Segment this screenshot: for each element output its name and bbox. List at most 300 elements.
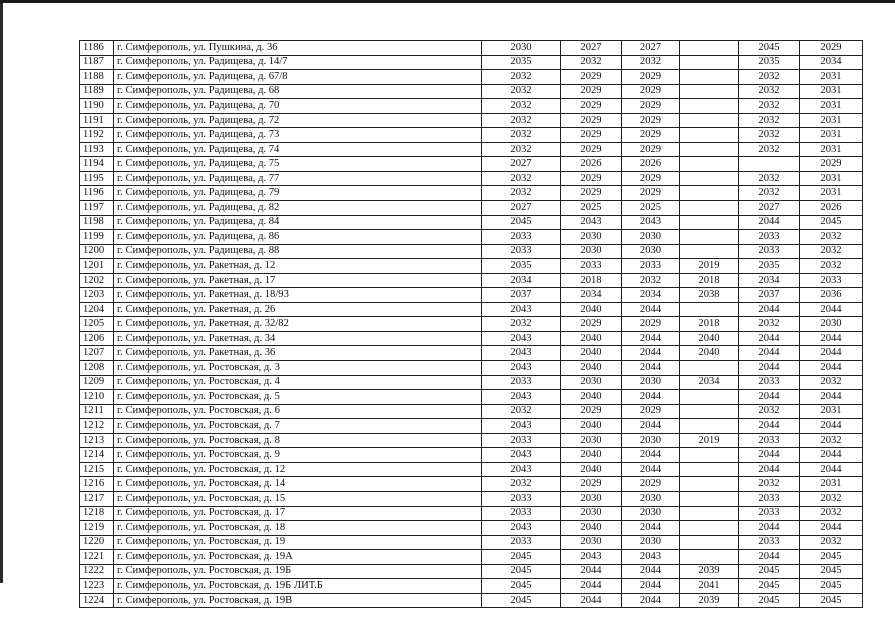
table-row — [80, 259, 863, 274]
year-col-4-cell — [680, 142, 739, 157]
year-col-5-cell: 2033 — [739, 535, 800, 550]
table-row — [80, 346, 863, 361]
year-col-1-cell: 2043 — [482, 419, 561, 434]
year-col-6-cell: 2032 — [800, 535, 863, 550]
year-col-2-cell: 2040 — [561, 419, 622, 434]
year-col-4-cell: 2040 — [680, 346, 739, 361]
year-col-3-cell: 2029 — [622, 142, 680, 157]
year-col-3-cell: 2032 — [622, 55, 680, 70]
year-col-4-cell: 2019 — [680, 433, 739, 448]
year-col-1-cell: 2033 — [482, 491, 561, 506]
year-col-6-cell: 2031 — [800, 128, 863, 143]
year-col-1-cell: 2043 — [482, 361, 561, 376]
year-col-4-cell — [680, 491, 739, 506]
year-col-6-cell: 2045 — [800, 593, 863, 608]
year-col-5-cell: 2032 — [739, 317, 800, 332]
row-number-cell: 1214 — [80, 448, 114, 463]
year-col-3-cell: 2025 — [622, 201, 680, 216]
address-cell: г. Симферополь, ул. Радищева, д. 77 — [114, 171, 482, 186]
table-row — [80, 157, 863, 172]
year-col-3-cell: 2027 — [622, 41, 680, 56]
year-col-6-cell: 2031 — [800, 113, 863, 128]
year-col-4-cell — [680, 404, 739, 419]
table-row — [80, 84, 863, 99]
year-col-4-cell — [680, 128, 739, 143]
year-col-1-cell: 2033 — [482, 433, 561, 448]
year-col-6-cell: 2026 — [800, 201, 863, 216]
address-cell: г. Симферополь, ул. Ростовская, д. 5 — [114, 390, 482, 405]
year-col-4-cell — [680, 535, 739, 550]
year-col-2-cell: 2029 — [561, 317, 622, 332]
year-col-3-cell: 2043 — [622, 550, 680, 565]
year-col-1-cell: 2037 — [482, 288, 561, 303]
year-col-4-cell: 2018 — [680, 317, 739, 332]
year-col-6-cell: 2045 — [800, 215, 863, 230]
year-col-6-cell: 2045 — [800, 564, 863, 579]
year-col-3-cell: 2029 — [622, 404, 680, 419]
table-row — [80, 535, 863, 550]
year-col-4-cell — [680, 201, 739, 216]
row-number-cell: 1216 — [80, 477, 114, 492]
table-row — [80, 331, 863, 346]
year-col-3-cell: 2030 — [622, 244, 680, 259]
year-col-6-cell: 2032 — [800, 244, 863, 259]
year-col-6-cell: 2031 — [800, 70, 863, 85]
address-cell: г. Симферополь, ул. Пушкина, д. 36 — [114, 41, 482, 56]
year-col-3-cell: 2044 — [622, 390, 680, 405]
year-col-5-cell: 2044 — [739, 331, 800, 346]
year-col-2-cell: 2044 — [561, 593, 622, 608]
table-row — [80, 462, 863, 477]
address-cell: г. Симферополь, ул. Ростовская, д. 19Б ЛИТ.Б — [114, 579, 482, 594]
year-col-4-cell — [680, 113, 739, 128]
year-col-4-cell — [680, 506, 739, 521]
year-col-1-cell: 2043 — [482, 448, 561, 463]
row-number-cell: 1194 — [80, 157, 114, 172]
address-cell: г. Симферополь, ул. Радищева, д. 14/7 — [114, 55, 482, 70]
address-cell: г. Симферополь, ул. Ростовская, д. 19А — [114, 550, 482, 565]
row-number-cell: 1206 — [80, 331, 114, 346]
housing-registry-table — [79, 40, 863, 608]
row-number-cell: 1193 — [80, 142, 114, 157]
year-col-3-cell: 2029 — [622, 99, 680, 114]
table-row — [80, 302, 863, 317]
address-cell: г. Симферополь, ул. Ростовская, д. 4 — [114, 375, 482, 390]
address-cell: г. Симферополь, ул. Радищева, д. 67/8 — [114, 70, 482, 85]
year-col-5-cell: 2045 — [739, 579, 800, 594]
table-row — [80, 99, 863, 114]
year-col-6-cell: 2044 — [800, 419, 863, 434]
year-col-6-cell: 2031 — [800, 99, 863, 114]
year-col-1-cell: 2045 — [482, 593, 561, 608]
year-col-1-cell: 2033 — [482, 375, 561, 390]
year-col-4-cell — [680, 41, 739, 56]
address-cell: г. Симферополь, ул. Радищева, д. 84 — [114, 215, 482, 230]
year-col-4-cell — [680, 171, 739, 186]
year-col-5-cell: 2045 — [739, 564, 800, 579]
year-col-6-cell: 2044 — [800, 390, 863, 405]
year-col-3-cell: 2030 — [622, 375, 680, 390]
year-col-4-cell — [680, 302, 739, 317]
row-number-cell: 1222 — [80, 564, 114, 579]
year-col-3-cell: 2044 — [622, 302, 680, 317]
year-col-5-cell: 2032 — [739, 84, 800, 99]
year-col-3-cell: 2029 — [622, 113, 680, 128]
row-number-cell: 1187 — [80, 55, 114, 70]
year-col-1-cell: 2043 — [482, 521, 561, 536]
year-col-2-cell: 2040 — [561, 361, 622, 376]
year-col-2-cell: 2030 — [561, 244, 622, 259]
year-col-6-cell: 2032 — [800, 491, 863, 506]
year-col-2-cell: 2030 — [561, 491, 622, 506]
year-col-5-cell: 2032 — [739, 128, 800, 143]
address-cell: г. Симферополь, ул. Ростовская, д. 12 — [114, 462, 482, 477]
address-cell: г. Симферополь, ул. Ростовская, д. 15 — [114, 491, 482, 506]
year-col-4-cell — [680, 186, 739, 201]
year-col-1-cell: 2043 — [482, 331, 561, 346]
table-body — [80, 41, 863, 608]
address-cell: г. Симферополь, ул. Ростовская, д. 19 — [114, 535, 482, 550]
row-number-cell: 1200 — [80, 244, 114, 259]
year-col-5-cell: 2032 — [739, 99, 800, 114]
row-number-cell: 1205 — [80, 317, 114, 332]
year-col-1-cell: 2032 — [482, 128, 561, 143]
year-col-4-cell: 2034 — [680, 375, 739, 390]
row-number-cell: 1189 — [80, 84, 114, 99]
year-col-6-cell: 2034 — [800, 55, 863, 70]
year-col-6-cell: 2045 — [800, 550, 863, 565]
year-col-3-cell: 2030 — [622, 230, 680, 245]
row-number-cell: 1195 — [80, 171, 114, 186]
table-row — [80, 273, 863, 288]
year-col-3-cell: 2030 — [622, 491, 680, 506]
year-col-6-cell: 2032 — [800, 259, 863, 274]
year-col-3-cell: 2029 — [622, 128, 680, 143]
year-col-6-cell: 2044 — [800, 361, 863, 376]
year-col-5-cell: 2027 — [739, 201, 800, 216]
year-col-6-cell: 2031 — [800, 404, 863, 419]
row-number-cell: 1197 — [80, 201, 114, 216]
year-col-6-cell: 2029 — [800, 157, 863, 172]
year-col-1-cell: 2032 — [482, 142, 561, 157]
table-row — [80, 564, 863, 579]
table-row — [80, 390, 863, 405]
address-cell: г. Симферополь, ул. Радищева, д. 74 — [114, 142, 482, 157]
table-row — [80, 41, 863, 56]
address-cell: г. Симферополь, ул. Радищева, д. 86 — [114, 230, 482, 245]
year-col-3-cell: 2029 — [622, 317, 680, 332]
address-cell: г. Симферополь, ул. Ростовская, д. 7 — [114, 419, 482, 434]
year-col-2-cell: 2029 — [561, 404, 622, 419]
year-col-5-cell: 2035 — [739, 55, 800, 70]
table-row — [80, 128, 863, 143]
year-col-5-cell: 2044 — [739, 448, 800, 463]
row-number-cell: 1212 — [80, 419, 114, 434]
row-number-cell: 1202 — [80, 273, 114, 288]
year-col-2-cell: 2018 — [561, 273, 622, 288]
year-col-5-cell: 2032 — [739, 113, 800, 128]
year-col-2-cell: 2029 — [561, 70, 622, 85]
table-row — [80, 142, 863, 157]
year-col-2-cell: 2032 — [561, 55, 622, 70]
year-col-5-cell: 2044 — [739, 346, 800, 361]
year-col-1-cell: 2027 — [482, 201, 561, 216]
row-number-cell: 1191 — [80, 113, 114, 128]
table-row — [80, 506, 863, 521]
address-cell: г. Симферополь, ул. Радищева, д. 82 — [114, 201, 482, 216]
row-number-cell: 1208 — [80, 361, 114, 376]
year-col-1-cell: 2035 — [482, 55, 561, 70]
year-col-3-cell: 2044 — [622, 521, 680, 536]
year-col-6-cell: 2032 — [800, 230, 863, 245]
year-col-4-cell: 2041 — [680, 579, 739, 594]
year-col-2-cell: 2044 — [561, 564, 622, 579]
table-row — [80, 593, 863, 608]
year-col-5-cell: 2045 — [739, 593, 800, 608]
table-row — [80, 448, 863, 463]
year-col-3-cell: 2044 — [622, 331, 680, 346]
year-col-3-cell: 2029 — [622, 171, 680, 186]
year-col-5-cell: 2032 — [739, 142, 800, 157]
year-col-1-cell: 2030 — [482, 41, 561, 56]
year-col-1-cell: 2043 — [482, 462, 561, 477]
year-col-2-cell: 2025 — [561, 201, 622, 216]
address-cell: г. Симферополь, ул. Радищева, д. 88 — [114, 244, 482, 259]
year-col-2-cell: 2030 — [561, 375, 622, 390]
year-col-3-cell: 2029 — [622, 477, 680, 492]
row-number-cell: 1188 — [80, 70, 114, 85]
year-col-5-cell: 2034 — [739, 273, 800, 288]
year-col-2-cell: 2029 — [561, 84, 622, 99]
year-col-5-cell: 2033 — [739, 230, 800, 245]
year-col-4-cell — [680, 521, 739, 536]
year-col-4-cell — [680, 419, 739, 434]
year-col-6-cell: 2044 — [800, 346, 863, 361]
table-row — [80, 317, 863, 332]
table-row — [80, 433, 863, 448]
table-row — [80, 215, 863, 230]
year-col-1-cell: 2032 — [482, 113, 561, 128]
address-cell: г. Симферополь, ул. Радищева, д. 72 — [114, 113, 482, 128]
address-cell: г. Симферополь, ул. Радищева, д. 79 — [114, 186, 482, 201]
row-number-cell: 1203 — [80, 288, 114, 303]
year-col-1-cell: 2043 — [482, 346, 561, 361]
year-col-2-cell: 2029 — [561, 99, 622, 114]
row-number-cell: 1198 — [80, 215, 114, 230]
address-cell: г. Симферополь, ул. Ростовская, д. 9 — [114, 448, 482, 463]
row-number-cell: 1186 — [80, 41, 114, 56]
year-col-4-cell — [680, 230, 739, 245]
year-col-6-cell: 2029 — [800, 41, 863, 56]
year-col-6-cell: 2030 — [800, 317, 863, 332]
year-col-6-cell: 2044 — [800, 302, 863, 317]
address-cell: г. Симферополь, ул. Радищева, д. 73 — [114, 128, 482, 143]
year-col-2-cell: 2040 — [561, 462, 622, 477]
row-number-cell: 1207 — [80, 346, 114, 361]
row-number-cell: 1223 — [80, 579, 114, 594]
row-number-cell: 1219 — [80, 521, 114, 536]
table-row — [80, 477, 863, 492]
year-col-6-cell: 2031 — [800, 477, 863, 492]
year-col-1-cell: 2032 — [482, 70, 561, 85]
year-col-4-cell — [680, 70, 739, 85]
year-col-5-cell: 2045 — [739, 41, 800, 56]
address-cell: г. Симферополь, ул. Ростовская, д. 3 — [114, 361, 482, 376]
year-col-4-cell — [680, 55, 739, 70]
address-cell: г. Симферополь, ул. Радищева, д. 75 — [114, 157, 482, 172]
year-col-5-cell: 2037 — [739, 288, 800, 303]
address-cell: г. Симферополь, ул. Ростовская, д. 6 — [114, 404, 482, 419]
year-col-2-cell: 2043 — [561, 215, 622, 230]
row-number-cell: 1213 — [80, 433, 114, 448]
year-col-5-cell: 2033 — [739, 244, 800, 259]
year-col-1-cell: 2032 — [482, 99, 561, 114]
year-col-2-cell: 2043 — [561, 550, 622, 565]
year-col-3-cell: 2026 — [622, 157, 680, 172]
year-col-5-cell: 2032 — [739, 70, 800, 85]
year-col-3-cell: 2033 — [622, 259, 680, 274]
row-number-cell: 1199 — [80, 230, 114, 245]
year-col-2-cell: 2029 — [561, 171, 622, 186]
year-col-4-cell — [680, 215, 739, 230]
year-col-2-cell: 2029 — [561, 113, 622, 128]
year-col-3-cell: 2043 — [622, 215, 680, 230]
year-col-2-cell: 2040 — [561, 302, 622, 317]
row-number-cell: 1210 — [80, 390, 114, 405]
year-col-6-cell: 2032 — [800, 375, 863, 390]
table-row — [80, 419, 863, 434]
address-cell: г. Симферополь, ул. Ракетная, д. 17 — [114, 273, 482, 288]
table-row — [80, 201, 863, 216]
year-col-1-cell: 2032 — [482, 404, 561, 419]
year-col-2-cell: 2030 — [561, 230, 622, 245]
table-row — [80, 171, 863, 186]
left-scan-edge — [0, 3, 3, 583]
year-col-2-cell: 2040 — [561, 521, 622, 536]
year-col-3-cell: 2030 — [622, 535, 680, 550]
year-col-1-cell: 2045 — [482, 215, 561, 230]
table-row — [80, 186, 863, 201]
year-col-1-cell: 2045 — [482, 564, 561, 579]
year-col-2-cell: 2029 — [561, 477, 622, 492]
address-cell: г. Симферополь, ул. Ростовская, д. 8 — [114, 433, 482, 448]
year-col-4-cell — [680, 361, 739, 376]
year-col-3-cell: 2030 — [622, 433, 680, 448]
address-cell: г. Симферополь, ул. Ракетная, д. 34 — [114, 331, 482, 346]
year-col-3-cell: 2029 — [622, 84, 680, 99]
year-col-2-cell: 2027 — [561, 41, 622, 56]
year-col-5-cell: 2044 — [739, 521, 800, 536]
address-cell: г. Симферополь, ул. Ростовская, д. 18 — [114, 521, 482, 536]
year-col-5-cell: 2044 — [739, 390, 800, 405]
year-col-3-cell: 2029 — [622, 186, 680, 201]
row-number-cell: 1192 — [80, 128, 114, 143]
year-col-4-cell — [680, 157, 739, 172]
address-cell: г. Симферополь, ул. Ракетная, д. 18/93 — [114, 288, 482, 303]
year-col-2-cell: 2034 — [561, 288, 622, 303]
year-col-4-cell — [680, 99, 739, 114]
year-col-4-cell — [680, 462, 739, 477]
top-border-line — [0, 0, 895, 3]
table-row — [80, 55, 863, 70]
year-col-1-cell: 2027 — [482, 157, 561, 172]
year-col-5-cell: 2033 — [739, 433, 800, 448]
year-col-5-cell: 2044 — [739, 462, 800, 477]
year-col-5-cell: 2033 — [739, 375, 800, 390]
year-col-1-cell: 2034 — [482, 273, 561, 288]
year-col-5-cell: 2044 — [739, 419, 800, 434]
year-col-1-cell: 2032 — [482, 477, 561, 492]
address-cell: г. Симферополь, ул. Ростовская, д. 19Б — [114, 564, 482, 579]
year-col-4-cell — [680, 448, 739, 463]
year-col-1-cell: 2033 — [482, 535, 561, 550]
row-number-cell: 1204 — [80, 302, 114, 317]
year-col-5-cell: 2035 — [739, 259, 800, 274]
year-col-4-cell: 2040 — [680, 331, 739, 346]
year-col-6-cell: 2044 — [800, 521, 863, 536]
year-col-4-cell — [680, 84, 739, 99]
address-cell: г. Симферополь, ул. Ракетная, д. 26 — [114, 302, 482, 317]
row-number-cell: 1218 — [80, 506, 114, 521]
year-col-4-cell — [680, 244, 739, 259]
table-row — [80, 230, 863, 245]
year-col-5-cell: 2044 — [739, 361, 800, 376]
address-cell: г. Симферополь, ул. Ростовская, д. 19В — [114, 593, 482, 608]
row-number-cell: 1211 — [80, 404, 114, 419]
table-row — [80, 579, 863, 594]
year-col-5-cell: 2044 — [739, 215, 800, 230]
year-col-2-cell: 2040 — [561, 448, 622, 463]
year-col-6-cell: 2044 — [800, 331, 863, 346]
year-col-1-cell: 2032 — [482, 171, 561, 186]
address-cell: г. Симферополь, ул. Ростовская, д. 17 — [114, 506, 482, 521]
year-col-4-cell: 2039 — [680, 564, 739, 579]
year-col-4-cell: 2019 — [680, 259, 739, 274]
year-col-3-cell: 2044 — [622, 419, 680, 434]
row-number-cell: 1221 — [80, 550, 114, 565]
year-col-1-cell: 2045 — [482, 579, 561, 594]
year-col-6-cell: 2036 — [800, 288, 863, 303]
year-col-6-cell: 2031 — [800, 84, 863, 99]
row-number-cell: 1201 — [80, 259, 114, 274]
year-col-4-cell — [680, 390, 739, 405]
year-col-5-cell: 2032 — [739, 477, 800, 492]
year-col-1-cell: 2043 — [482, 302, 561, 317]
table-row — [80, 550, 863, 565]
address-cell: г. Симферополь, ул. Радищева, д. 70 — [114, 99, 482, 114]
row-number-cell: 1224 — [80, 593, 114, 608]
row-number-cell: 1196 — [80, 186, 114, 201]
year-col-2-cell: 2040 — [561, 346, 622, 361]
year-col-2-cell: 2029 — [561, 186, 622, 201]
year-col-3-cell: 2044 — [622, 593, 680, 608]
year-col-1-cell: 2033 — [482, 506, 561, 521]
table-row — [80, 113, 863, 128]
year-col-5-cell: 2032 — [739, 171, 800, 186]
year-col-3-cell: 2044 — [622, 448, 680, 463]
year-col-2-cell: 2040 — [561, 331, 622, 346]
year-col-5-cell: 2044 — [739, 550, 800, 565]
year-col-5-cell — [739, 157, 800, 172]
year-col-3-cell: 2044 — [622, 346, 680, 361]
table-row — [80, 491, 863, 506]
year-col-6-cell: 2031 — [800, 186, 863, 201]
row-number-cell: 1215 — [80, 462, 114, 477]
year-col-1-cell: 2043 — [482, 390, 561, 405]
year-col-1-cell: 2033 — [482, 230, 561, 245]
year-col-3-cell: 2044 — [622, 361, 680, 376]
year-col-2-cell: 2030 — [561, 506, 622, 521]
